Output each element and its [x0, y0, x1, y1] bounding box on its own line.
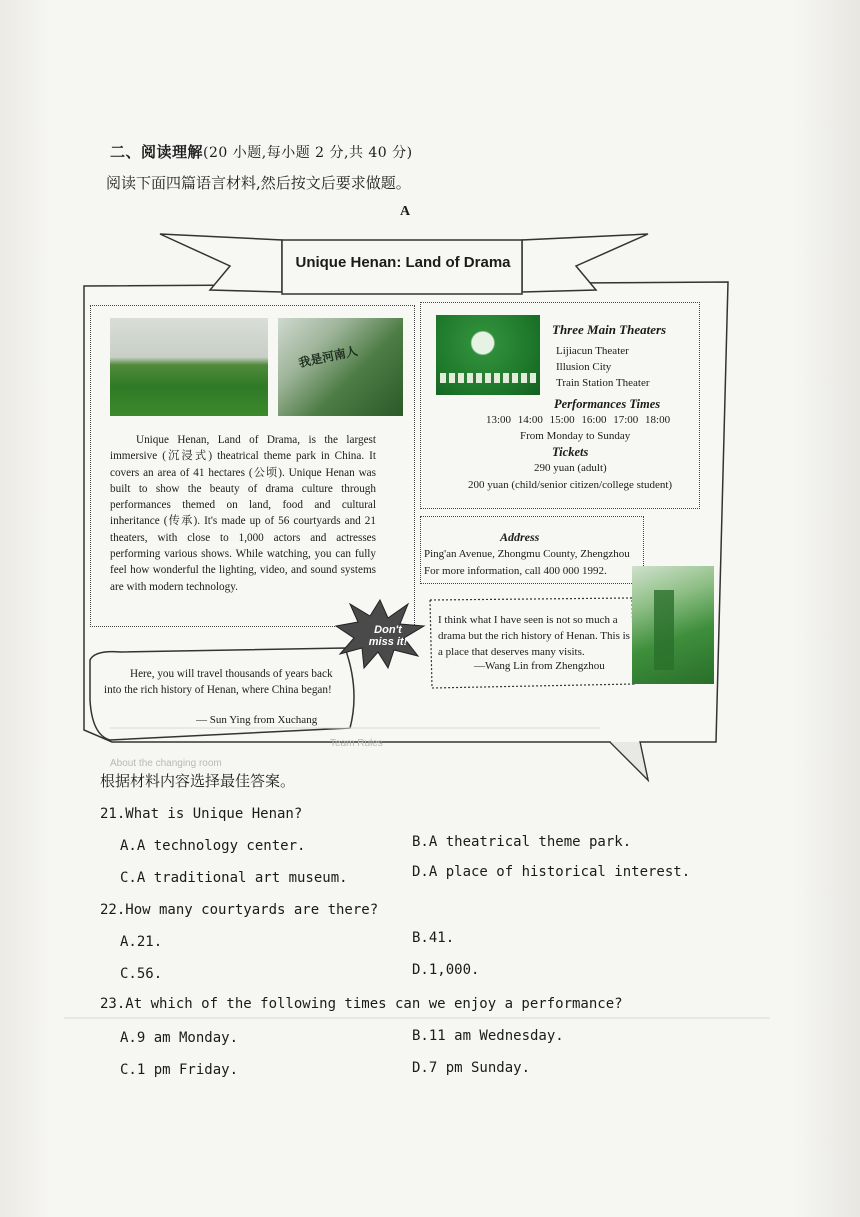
answer-option: C.56.: [120, 966, 163, 982]
theater-item: Train Station Theater: [556, 377, 650, 389]
answer-option: D.1,000.: [412, 962, 480, 978]
answer-option: B.11 am Wednesday.: [412, 1028, 564, 1044]
quote-wang-lin-author: —Wang Lin from Zhengzhou: [474, 660, 605, 672]
reading-instruction: 阅读下面四篇语言材料,然后按文后要求做题。: [106, 174, 411, 192]
ticket-adult-price: 290 yuan (adult): [534, 462, 607, 474]
answer-option: D.7 pm Sunday.: [412, 1060, 531, 1076]
address-line: Ping'an Avenue, Zhongmu County, Zhengzhou: [424, 548, 630, 560]
answer-option: A.A technology center.: [120, 838, 306, 854]
starburst-line1: Don't: [374, 624, 402, 636]
answer-option: A.21.: [120, 934, 163, 950]
questions-instruction: 根据材料内容选择最佳答案。: [100, 772, 296, 790]
page-curl: [610, 742, 648, 780]
answer-option: D.A place of historical interest.: [412, 864, 691, 880]
theater-crowd-photo: [110, 318, 268, 416]
bleed-through-text: Team Rules: [330, 738, 383, 749]
wall-calligraphy: 我是河南人: [297, 343, 359, 371]
starburst-line2: miss it!: [368, 636, 408, 648]
section-heading-title: 二、阅读理解: [110, 143, 204, 161]
ticket-concession-price: 200 yuan (child/senior citizen/college student): [468, 479, 673, 491]
poster-title: Unique Henan: Land of Drama: [295, 254, 511, 271]
tower-photo: [632, 566, 714, 684]
quote-sun-ying: Here, you will travel thousands of years back into the rich history of Henan, where China began!: [104, 668, 333, 696]
answer-option: C.A traditional art museum.: [120, 870, 348, 886]
theater-list: [556, 343, 650, 391]
performance-days: From Monday to Sunday: [520, 430, 631, 442]
question-stem: 22.How many courtyards are there?: [100, 902, 379, 918]
passage-letter: A: [400, 204, 411, 219]
theater-item: Lijiacun Theater: [556, 345, 629, 357]
theater-building-photo: [436, 315, 540, 395]
answer-option: B.41.: [412, 930, 455, 946]
question-stem: 23.At which of the following times can we enjoy a performance?: [100, 996, 623, 1012]
section-heading-score: (20 小题,每小题 2 分,共 40 分): [203, 145, 413, 161]
question-stem: 21.What is Unique Henan?: [100, 806, 303, 822]
dont-miss-it-label: [360, 624, 416, 648]
performance-times: 13:00 14:00 15:00 16:00 17:00 18:00: [486, 414, 671, 426]
banner-left-ribbon: [160, 234, 282, 292]
park-description: Unique Henan, Land of Drama, is the largest immersive (沉浸式) theatrical theme park in China. It covers an area of 41 hectares (公顷). Unique Henan was built to show the beauty of drama culture through performances themed on land, food and cultural inheritance (传承). It's made up of 56 courtyards and 21 theaters, with close to 1,000 actors and actresses performing various shows. While watching, you can fully feel how wonderful the lighting, video, and sound systems are with modern technology.: [110, 434, 376, 593]
quote-sun-ying-author: — Sun Ying from Xuchang: [196, 714, 318, 726]
quote-wang-lin: I think what I have seen is not so much a drama but the rich history of Henan. This is a place that deserves many visits.: [438, 614, 630, 658]
theater-item: Illusion City: [556, 361, 612, 373]
performance-times-title: Performances Times: [554, 397, 661, 411]
answer-option: C.1 pm Friday.: [120, 1062, 239, 1078]
address-phone: For more information, call 400 000 1992.: [424, 565, 607, 577]
henan-wall-photo: [278, 318, 403, 416]
answer-option: A.9 am Monday.: [120, 1030, 239, 1046]
bleed-through-text: About the changing room: [110, 758, 222, 769]
tickets-title: Tickets: [552, 445, 589, 459]
theaters-title: Three Main Theaters: [552, 322, 667, 337]
address-title: Address: [500, 530, 540, 544]
answer-option: B.A theatrical theme park.: [412, 834, 632, 850]
